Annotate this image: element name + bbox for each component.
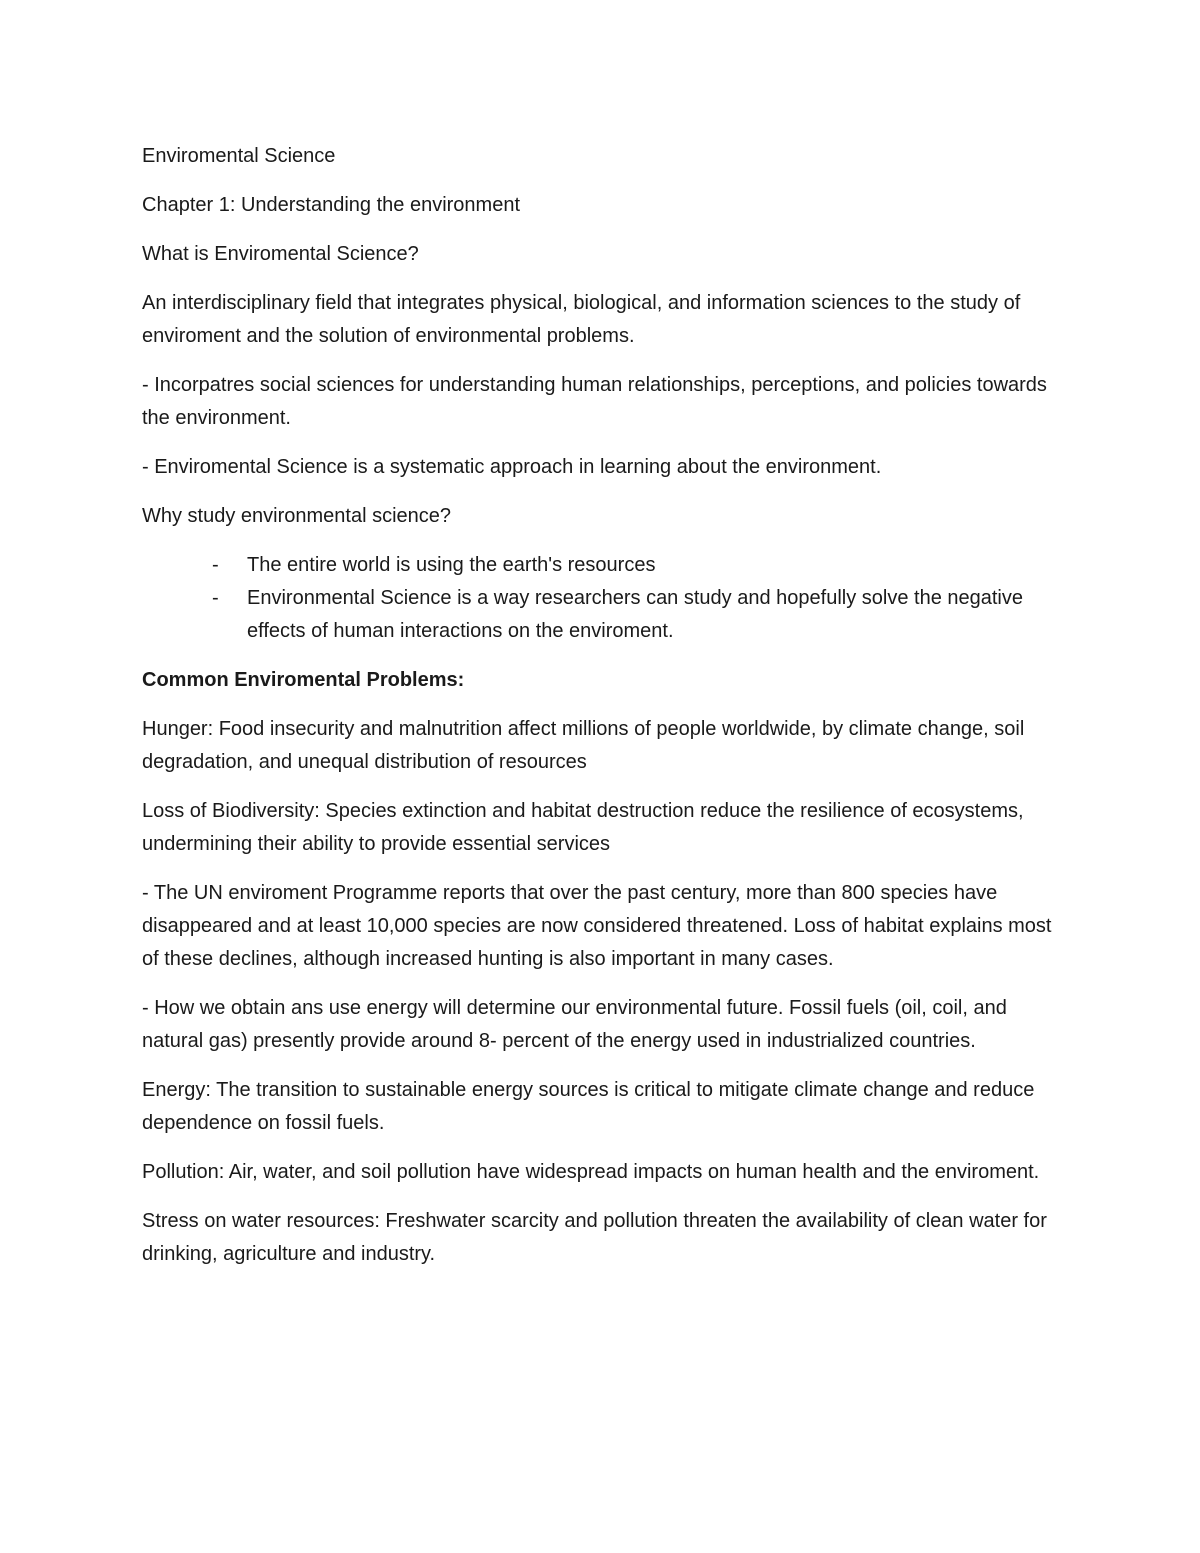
energy-note-paragraph: - How we obtain ans use energy will determine our environmental future. Fossil fuels (oil, coil, and natural gas) presently provide around 8- percent of the energy used in industrialized countries.: [142, 997, 1007, 1052]
list-item: [142, 582, 1072, 648]
water-paragraph: Stress on water resources: Freshwater scarcity and pollution threaten the availability of clean water for drinking, agriculture and industry.: [142, 1210, 1047, 1265]
definition-paragraph: An interdisciplinary field that integrates physical, biological, and information sciences to the study of enviroment and the solution of environmental problems.: [142, 292, 1021, 347]
social-sciences-point: - Incorpatres social sciences for understanding human relationships, perceptions, and policies towards the environment.: [142, 374, 1047, 429]
un-report-paragraph: - The UN enviroment Programme reports that over the past century, more than 800 species have disappeared and at least 10,000 species are now considered threatened. Loss of habitat explains most of these declines, although increased hunting is also important in many cases.: [142, 882, 1052, 970]
biodiversity-paragraph: Loss of Biodiversity: Species extinction and habitat destruction reduce the resilience of ecosystems, undermining their ability to provide essential services: [142, 800, 1024, 855]
systematic-approach-point: - Enviromental Science is a systematic approach in learning about the environment.: [142, 456, 882, 478]
pollution-paragraph: Pollution: Air, water, and soil pollution have widespread impacts on human health and the enviroment.: [142, 1161, 1040, 1183]
list-item-text: Environmental Science is a way researchers can study and hopefully solve the negative effects of human interactions on the enviroment.: [247, 587, 1023, 642]
list-item-text: The entire world is using the earth's resources: [247, 554, 656, 576]
list-dash: -: [212, 587, 219, 609]
hunger-paragraph: Hunger: Food insecurity and malnutrition affect millions of people worldwide, by climate change, soil degradation, and unequal distribution of resources: [142, 718, 1025, 773]
document-page: [142, 140, 1072, 1287]
question-why-study: Why study environmental science?: [142, 505, 452, 527]
problems-heading: Common Enviromental Problems:: [142, 669, 465, 691]
reasons-list: [142, 549, 1072, 648]
document-title: Enviromental Science: [142, 145, 336, 167]
question-what-is: What is Enviromental Science?: [142, 243, 419, 265]
list-item: [142, 549, 1072, 582]
energy-paragraph: Energy: The transition to sustainable energy sources is critical to mitigate climate change and reduce dependence on fossil fuels.: [142, 1079, 1035, 1134]
list-dash: -: [212, 554, 219, 576]
chapter-heading: Chapter 1: Understanding the environment: [142, 194, 521, 216]
